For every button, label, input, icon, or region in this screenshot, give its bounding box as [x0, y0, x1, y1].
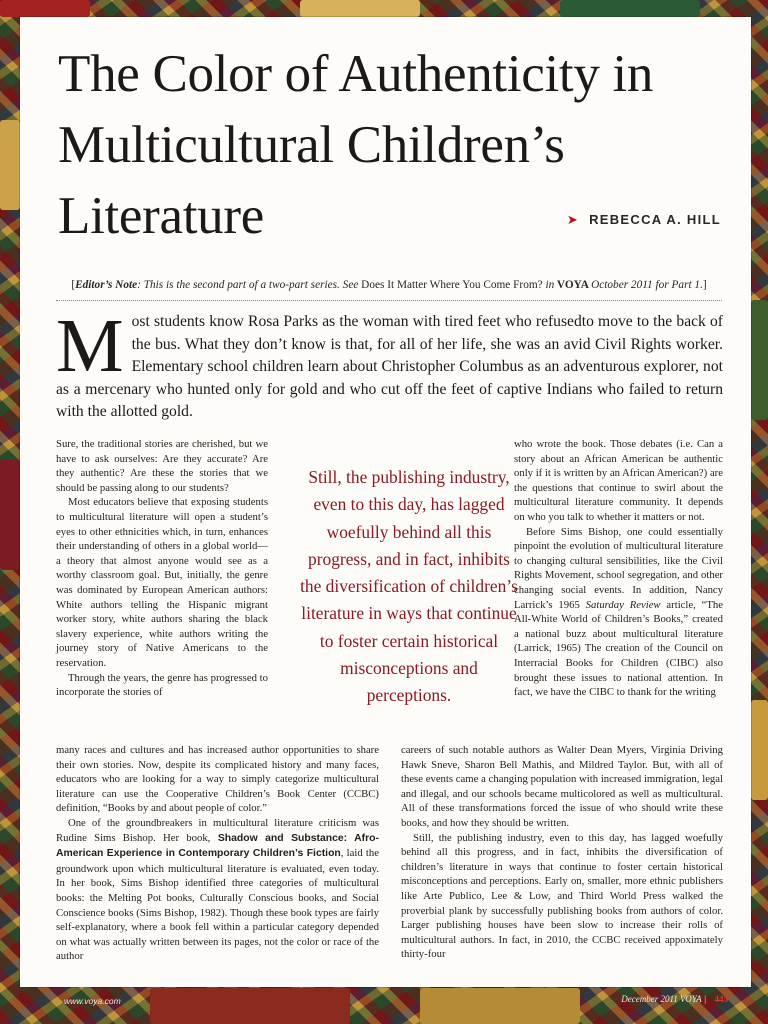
- body-column-right-lower: [401, 743, 723, 962]
- note-colon: :: [137, 279, 144, 291]
- body-paragraph: Most educators believe that exposing students to multicultural literature will open a student’s eyes to other ethnicities which, in turn, enhances their understanding of others in a global world—a theory that almost anyone would see as a worthy classroom goal. But, initially, the genre was dominated by European American authors: White authors telling the Hispanic migrant worker story, white authors sharing the black slavery experience, white authors writing the journey story of Native Americans to the reservation.: [56, 496, 268, 669]
- article-title: The Color of Authenticity in Multicultural Children’s Literature: [58, 45, 654, 245]
- note-open-bracket: [: [71, 279, 76, 291]
- author-byline: [567, 212, 721, 228]
- body-paragraph: Still, the publishing industry, even to this day, has lagged woefully behind all this progress, and in fact, inhibits the diversification of children’s literature in ways that continue to foster certain historical misconceptions and perceptions. Early on, smaller, more ethnic publishers like Arte Publico, Lee & Low, and Third World Press walked the proverbial plank by successfully publishing books from authors of color. Larger publishing houses have been slow to increase their rolls of multicultural authors. In fact, in 2010, the CCBC received appoximately thirty-four: [401, 831, 723, 961]
- footer-website: www.voya.com: [64, 996, 121, 1006]
- body-paragraph: Sure, the traditional stories are cherished, but we have to ask ourselves: Are they accurate? Are they authentic? Are these the stories that we should be passing along to our students?: [56, 438, 268, 494]
- arrow-right-icon: ➤: [566, 212, 580, 227]
- magazine-title: Saturday Review: [579, 598, 667, 611]
- note-journal: VOYA: [554, 279, 592, 291]
- body-paragraph: many races and cultures and has increased author opportunities to share their own stories. Now, despite its complicated history and many faces, educators who are looking for a way to simply categorize multicultural literature can use the Cooperative Children’s Book Center (CCBC) definition, “Books by and about people of color.”: [56, 744, 379, 815]
- quilt-patch: [751, 700, 768, 800]
- body-text: Before Sims Bishop, one could essentially pinpoint the evolution of multicultural literature to changing cultural sensibilities, like the Civil Rights Movement, school segregation, and other changing social events. In addition, Nancy Larrick’s 1965: [514, 525, 723, 611]
- article-page: [20, 17, 751, 987]
- body-text: One of the groundbreakers in multicultural literature criticism was Rudine Sims Bishop. Her book,: [56, 816, 379, 844]
- body-column-left: [56, 437, 268, 700]
- note-close-bracket: ]: [702, 279, 707, 291]
- book-title: Shadow and Substance: Afro-American Experience in Contemporary Children’s Fiction: [56, 832, 379, 860]
- quilt-patch: [751, 300, 768, 420]
- body-paragraph: who wrote the book. Those debates (i.e. Can a story about an African American be authentic only if it is written by an African American?) are the questions that continue to swirl about the multicultural literature community. It depends on who you talk to whether it matters or not.: [514, 438, 723, 523]
- issue-label: December 2011 VOYA: [621, 994, 702, 1004]
- body-column-left-lower: [56, 743, 379, 964]
- drop-cap: M: [56, 304, 124, 388]
- quilt-patch: [560, 0, 700, 17]
- intro-paragraph: [56, 304, 723, 424]
- quilt-patch: [420, 988, 580, 1024]
- body-paragraph: Through the years, the genre has progressed to incorporate the stories of: [56, 671, 268, 699]
- quilt-patch: [0, 0, 90, 17]
- quilt-patch: [150, 988, 350, 1024]
- section-divider: [56, 300, 722, 301]
- note-text: in: [545, 279, 555, 291]
- footer-issue: [621, 994, 728, 1004]
- note-ref-title: Does It Matter Where You Come From?: [358, 279, 546, 291]
- body-column-right: [514, 437, 723, 700]
- quilt-patch: [300, 0, 420, 17]
- footer-separator: |: [701, 994, 709, 1004]
- body-text: article, “The All-White World of Children’s Books,” created a national buzz about multicultural literature (Larrick, 1965) The creation of the Council on Interracial Books for Children (CIBC) also brought these issues to national attention. In fact, we have the CIBC to thank for the writing: [514, 598, 724, 699]
- body-text: , laid the groundwork upon which multicultural literature is evaluated, even today. In her book, Sims Bishop identified three categories of multicultural books: the Melting Pot books, Culturally Conscious books, and Social Conscience books (Sims Bishop, 1982). Though these book types are fairly self-explanatory, where a book fell within a particular category depended on what was actually written between its pages, not the color or race of the author: [56, 847, 379, 963]
- quilt-patch: [0, 120, 20, 210]
- author-name: REBECCA A. HILL: [589, 212, 721, 227]
- note-label: Editor’s Note: [75, 279, 138, 291]
- note-text: This is the second part of a two-part series. See: [143, 279, 359, 291]
- note-text: October 2011 for Part 1.: [591, 279, 703, 291]
- quilt-patch: [0, 460, 20, 570]
- intro-text: ost students know Rosa Parks as the woman with tired feet who refusedto move to the back of the bus. What they don’t know is that, for all of her life, she was an avid Civil Rights worker. Elementary school children learn about Christopher Columbus as an adventurous explorer, not as a mercenary who hunted only for gold and who cut off the feet of captive Indians who failed to return with the allotted gold.: [56, 313, 723, 421]
- body-paragraph: careers of such notable authors as Walter Dean Myers, Virginia Driving Hawk Sneve, Sharon Bell Mathis, and Mildred Taylor. But, with all of these events came a changing population with increased immigration, legal and illegal, and our schools became multicolored as well as multicultural. All of these transformations forced the issue of who should write these books, and how they should be written.: [401, 744, 723, 829]
- body-paragraph: [514, 525, 723, 700]
- pull-quote: Still, the publishing industry, even to this day, has lagged woefully behind all this progress, and in fact, inhibits the diversification of children’s literature in ways that continue to foster certain historical misconceptions and perceptions.: [300, 467, 518, 706]
- editors-note: [56, 279, 722, 291]
- body-paragraph: [56, 816, 379, 964]
- page-number: 445: [714, 994, 728, 1004]
